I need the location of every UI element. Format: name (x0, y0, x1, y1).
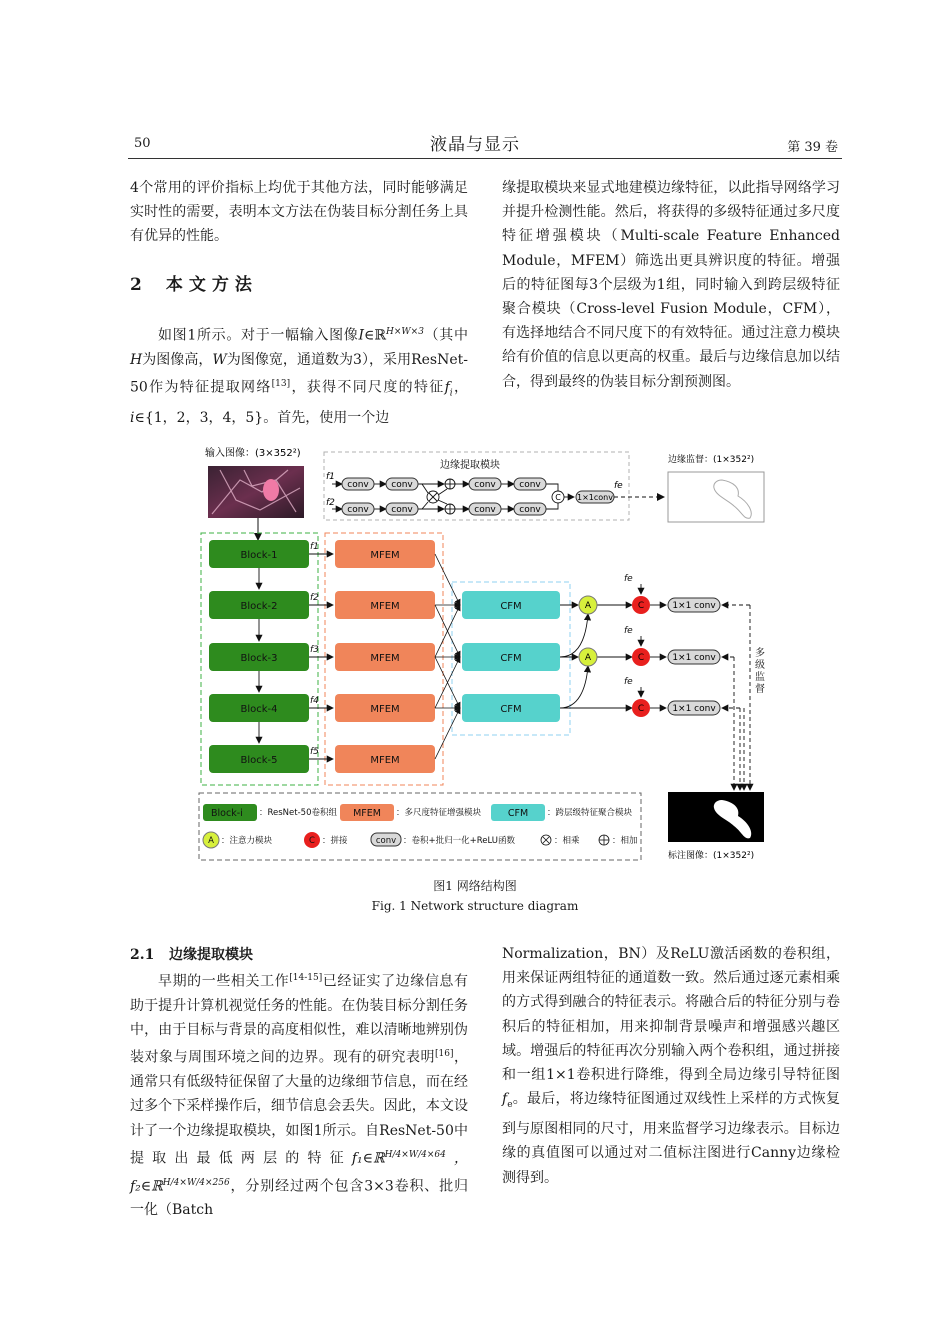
block-label: Block-1 (240, 550, 278, 561)
math-f: f (502, 1091, 508, 1108)
page-number: 50 (134, 136, 151, 151)
conv1x1-label: 1×1 conv (672, 704, 716, 714)
text-run: 为图像宽，通道数为3），采用ResNet-50作为特征提取网络 (130, 351, 469, 396)
legend-box (199, 793, 641, 860)
math-i: i (130, 409, 135, 426)
cfm-blocks (462, 591, 560, 722)
left-method-paragraph (130, 320, 468, 430)
feature-label: f2 (310, 593, 319, 603)
volume-label: 第 39 卷 (787, 140, 838, 155)
conv-text: conv (519, 480, 541, 490)
section-heading (130, 270, 258, 295)
section-title: 本文方法 (165, 275, 258, 295)
fe-input-label: fe (624, 574, 633, 584)
legend-add-icon (599, 835, 609, 845)
left-top-text: 4个常用的评价指标上均优于其他方法，同时能够满足实时性的需要，表明本文方法在伪装目标分割任务上具有优异的性能。 (130, 180, 468, 245)
network-structure-figure (0, 436, 950, 872)
block-label: Block-2 (240, 601, 278, 612)
math-f2: ，f₂∈ℝ (130, 1150, 469, 1195)
legend-cfm-label: CFM (507, 808, 529, 819)
f2-label: f2 (326, 498, 335, 508)
attention-label: A (584, 601, 592, 611)
fe-input-label: fe (624, 677, 633, 687)
conv-text: conv (474, 480, 496, 490)
text-run: ，通常只有低级特征保留了大量的边缘细节信息，而在经过多个下采样操作后，细节信息会丢失。因此，本文设计了一个边缘提取模块，如图1所示。自ResNet-50中提取出最低两层的特征 (130, 1049, 469, 1167)
text-run: ，分别经过两个包含3×3卷积、批归一化（Batch (130, 1178, 468, 1219)
fe-label: fe (614, 481, 623, 491)
edge-supervision-image (668, 472, 764, 522)
block-label: Block-3 (240, 653, 278, 664)
math-dims: H×W×3 (386, 327, 424, 337)
feature-label: f1 (310, 542, 319, 552)
left-top-paragraph (130, 176, 468, 249)
multiply-icon (427, 491, 439, 503)
output-conv1x1 (668, 598, 720, 715)
math-R: ∈ℝ (364, 327, 387, 344)
input-image-label: 输入图像：(3×352²) (205, 448, 301, 459)
add-icon (445, 504, 455, 514)
conv1x1-label: 1×1 conv (672, 653, 716, 663)
citation: [13] (271, 379, 291, 390)
text-run: ，获得不同尺度的特征 (290, 379, 445, 396)
legend-conv-label: conv (375, 836, 397, 846)
subsection-heading (130, 944, 253, 964)
supervision-arrows (722, 605, 750, 790)
citation: [14-15] (289, 973, 323, 983)
cfm-label: CFM (500, 601, 522, 612)
left-bottom-paragraph (130, 966, 468, 1223)
concat-nodes (632, 596, 650, 717)
legend-cfm-desc: ：跨层级特征聚合模块 (547, 808, 633, 818)
legend-mfem-desc: ：多尺度特征增强模块 (396, 808, 482, 818)
f1-label: f1 (326, 472, 335, 482)
feature-label: f3 (310, 645, 319, 655)
math-dims: H/4×W/4×256 (162, 1177, 230, 1188)
text-run: ， (452, 379, 469, 396)
mfem-cfm-connections (435, 554, 460, 759)
text-run: ∈{1，2，3，4，5}。首先，使用一个边 (134, 409, 390, 426)
conv-text: conv (391, 505, 413, 515)
mfem-label: MFEM (370, 653, 400, 664)
math-H: H (130, 351, 143, 368)
feature-label: f5 (310, 747, 319, 757)
feature-label: f4 (310, 696, 319, 706)
text-run: 如图1所示。对于一幅输入图像 (158, 327, 359, 344)
legend-attention-desc: ：注意力模块 (221, 836, 273, 846)
legend-block-desc: ：ResNet-50卷积组 (259, 808, 337, 818)
multi-supervision-label (755, 647, 765, 695)
math-i: i (449, 388, 453, 399)
header-rule (128, 158, 842, 159)
add-icon (445, 479, 455, 489)
conv1x1-label: 1×1 conv (672, 601, 716, 611)
math-I: I (358, 327, 365, 344)
text-run: 为图像高， (142, 351, 213, 368)
legend (203, 804, 638, 848)
legend-attention-letter: A (208, 836, 214, 846)
fe-input-label: fe (624, 626, 633, 636)
concat-label: C (637, 653, 645, 663)
conv-text: conv (347, 505, 369, 515)
legend-multiply-icon (541, 835, 551, 845)
cfm-label: CFM (500, 653, 522, 664)
mfem-blocks (335, 540, 435, 773)
attention-label: A (584, 653, 592, 663)
legend-concat-letter: C (309, 836, 315, 846)
text-run: （其中 (423, 327, 468, 344)
ground-truth-label: 标注图像：(1×352²) (668, 851, 755, 861)
edge-supervision-label: 边缘监督：(1×352²) (668, 455, 755, 465)
legend-block-label: Block-i (211, 808, 243, 819)
text-run: Normalization，BN）及ReLU激活函数的卷积组，用来保证两组特征的通道数一致。然后通过逐元素相乘的方式得到融合的特征表示。将融合后的特征分别与卷积后的特征相加，用来抑制背景噪声和增强感兴趣区域。增强后的特征再次分别输入两个卷积组，通过拼接和一组1×1卷积进行降维，得到全局边缘引导特征图 (502, 946, 840, 1084)
right-bottom-paragraph (502, 942, 840, 1190)
conv-text: conv (391, 480, 413, 490)
math-f1: f₁∈ℝ (351, 1150, 385, 1167)
multi-supervision-char: 多级监督 (755, 648, 765, 695)
edge-conv1x1-label: 1×1conv (577, 493, 613, 502)
legend-add-desc: ：相加 (612, 836, 638, 846)
right-top-text: 缘提取模块来显式地建模边缘特征，以此指导网络学习并提升检测性能。然后，将获得的多级特征通过多尺度特征增强模块（Multi-scale Feature Enhanced Module，MFEM）筛选出更具辨识度的特征。增强后的特征图每3个层级为1组，同时输入到跨层级特征聚合模块（Cross-level Fusion Module，CFM），有选择地结合不同尺度下的有效特征。通过注意力模块给有价值的信息以更高的权重。最后与边缘信息加以结合，得到最终的伪装目标分割预测图。 (502, 180, 840, 390)
conv-text: conv (474, 505, 496, 515)
subsection-title: 边缘提取模块 (168, 947, 253, 963)
text-run: 早期的一些相关工作 (158, 973, 290, 990)
block-label: Block-4 (240, 704, 278, 715)
legend-conv-desc: ：卷积+批归一化+ReLU函数 (403, 836, 516, 846)
mfem-label: MFEM (370, 550, 400, 561)
concat-label: C (637, 704, 645, 714)
right-top-paragraph (502, 176, 840, 394)
edge-concat-label: C (555, 493, 561, 502)
legend-mfem-label: MFEM (353, 808, 381, 819)
edge-module-title: 边缘提取模块 (440, 460, 500, 471)
mfem-label: MFEM (370, 601, 400, 612)
legend-multiply-desc: ：相乘 (554, 836, 580, 846)
camouflaged-object (263, 479, 279, 501)
journal-title: 液晶与显示 (430, 135, 520, 155)
legend-concat-desc: ：拼接 (322, 836, 348, 846)
math-W: W (212, 351, 227, 368)
text-run: 。最后，将边缘特征图通过双线性上采样的方式恢复到与原图相同的尺寸，用来监督学习边缘表示。目标边缘的真值图可以通过对二值标注图进行Canny边缘检测得到。 (502, 1091, 840, 1186)
math-e: e (507, 1100, 513, 1111)
mfem-label: MFEM (370, 755, 400, 766)
figure-caption-cn: 图1 网络结构图 (433, 879, 517, 893)
block-label: Block-5 (240, 755, 278, 766)
citation: [16] (435, 1049, 454, 1060)
figure-caption-en: Fig. 1 Network structure diagram (371, 899, 579, 913)
math-f: f (444, 379, 450, 396)
attention-nodes (579, 596, 597, 666)
text-run: 已经证实了边缘信息有助于提升计算机视觉任务的性能。在伪装目标分割任务中，由于目标与背景的高度相似性，难以清晰地辨别伪装对象与周围环境之间的边界。现有的研究表明 (130, 973, 469, 1066)
conv-text: conv (519, 505, 541, 515)
cfm-label: CFM (500, 704, 522, 715)
mfem-label: MFEM (370, 704, 400, 715)
section-number: 2 (130, 275, 148, 295)
subsection-number: 2.1 (130, 947, 155, 963)
math-dims: H/4×W/4×64 (384, 1149, 446, 1160)
conv-text: conv (347, 480, 369, 490)
concat-label: C (637, 601, 645, 611)
